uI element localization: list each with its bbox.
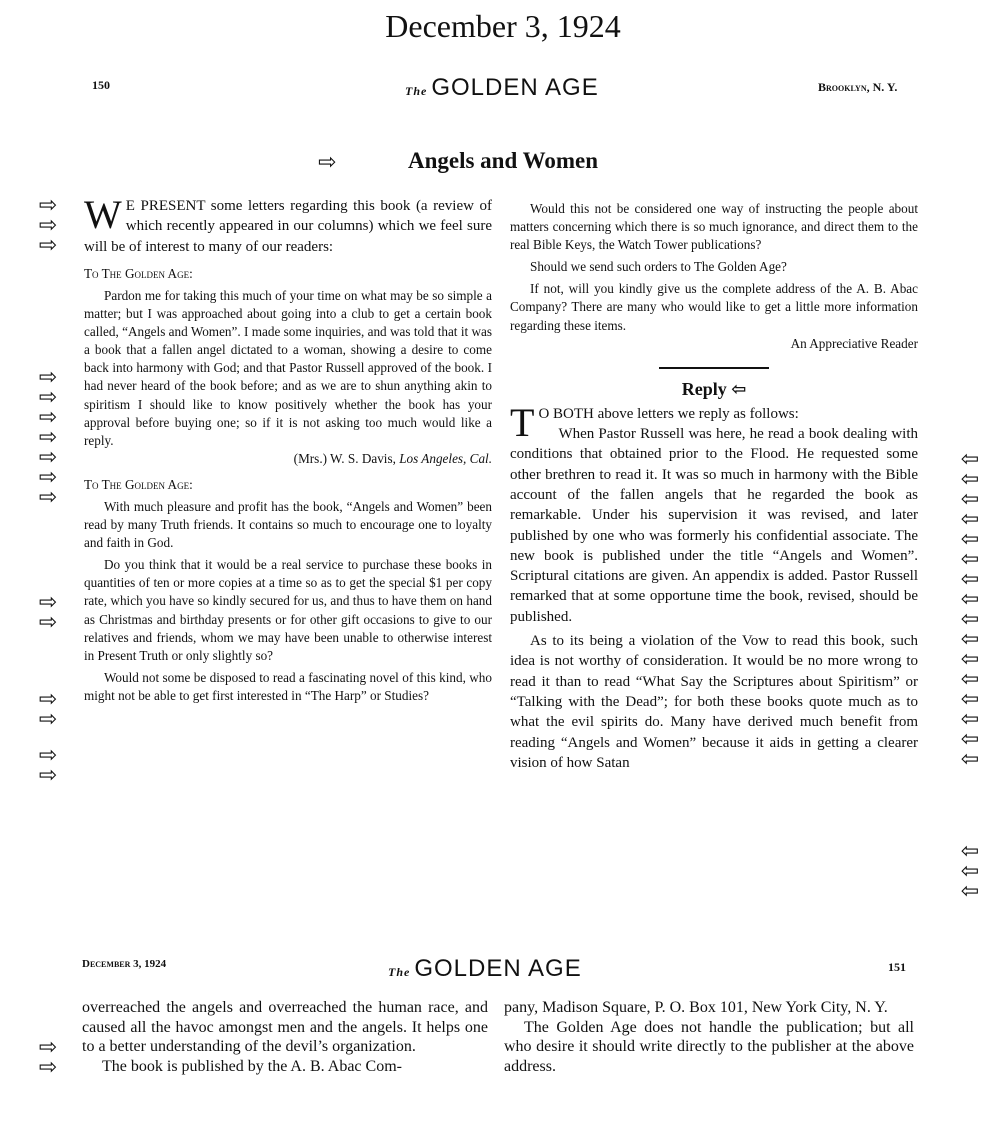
left-arrow-icon: ⇦ <box>960 487 980 512</box>
reply-paragraph-1: When Pastor Russell was here, he read a book dealing with conditions that obtained prior to the Flood. He requested some other brethren to read it. It was so much in harmony with the Bible account of the fallen angels that he regarded the book as remarkable. Under his supervision it was revised, and later published by one who was formerly his confidential associate. The new book is published under the title “Angels and Women”. Scriptural citations are given. An appendix is added. Pastor Russell remarked that at some opportune time the book, revised, should be published. <box>510 426 918 625</box>
margin-arrows-letter2 <box>28 590 68 635</box>
letter1-body: Pardon me for taking this much of your time on what may be so simple a matter; but I was approached about going into a club to get a certain book called, “Angels and Women”. I made some inquiries, and was told that it was a book that a fallen angel dictated to a woman, showing a desire to come back into harmony with God; and that Pastor Russell approved of the book. I had never heard of the book before; and as we are to shun anything akin to spiritism I should like to know positively whether the book has your approval before buying one; so if it is not asking too much would like a reply. <box>84 287 492 448</box>
margin-arrows-letter1 <box>28 365 68 510</box>
margin-arrows-page2 <box>28 1035 68 1080</box>
right-arrow-icon: ⇨ <box>38 707 58 732</box>
left-arrow-icon: ⇦ <box>960 607 980 632</box>
right-arrow-icon: ⇨ <box>38 405 58 430</box>
left-arrow-icon: ⇦ <box>960 587 980 612</box>
margin-arrows-intro <box>28 193 68 258</box>
reply-title: Reply ⇦ <box>681 378 747 400</box>
reply-lead: T O BOTH above letters we reply as follows: <box>510 399 799 445</box>
article-right-column <box>510 200 918 773</box>
right-arrow-icon: ⇨ <box>38 425 58 450</box>
right-arrow-icon: ⇨ <box>38 763 58 788</box>
left-arrow-icon: ⇦ <box>960 727 980 752</box>
right-arrow-icon: ⇨ <box>38 193 58 218</box>
reply-paragraph-4: The Golden Age does not handle the publication; but all who desire it should write directly to the publisher at the above address. <box>504 1018 914 1075</box>
right-arrow-icon: ⇨ <box>38 365 58 390</box>
left-arrow-icon: ⇦ <box>960 667 980 692</box>
left-arrow-icon: ⇦ <box>960 859 980 884</box>
left-arrow-icon: ⇦ <box>960 879 980 904</box>
page-number-2: 151 <box>888 960 906 974</box>
reply-paragraph-3: The book is published by the A. B. Abac Com- <box>102 1057 402 1075</box>
left-arrow-icon: ⇦ <box>960 567 980 592</box>
left-arrow-icon: ⇦ <box>960 507 980 532</box>
article-left-column <box>84 192 492 705</box>
letter2-paragraph-1: With much pleasure and profit has the book, “Angels and Women” been read by many Truth friends. It contains so much to encourage one to loyalty and faith in God. <box>84 499 492 551</box>
right-arrow-icon: ⇨ <box>38 590 58 615</box>
right-arrow-icon: ⇨ <box>38 1055 58 1080</box>
section-divider <box>659 367 769 369</box>
right-arrow-icon: ⇨ <box>38 385 58 410</box>
right-arrow-icon: ⇨ <box>38 610 58 635</box>
article-intro: W E PRESENT some letters regarding this book (a review of which recently appeared in our columns) which we feel sure will be of interest to many of our readers: <box>84 192 492 255</box>
letter2-paragraph-6: If not, will you kindly give us the complete address of the A. B. Abac Company? There are many who would like to get a little more information regarding these items. <box>510 281 918 333</box>
margin-arrows-letter2c <box>28 743 68 788</box>
right-arrow-icon: ⇨ <box>38 233 58 258</box>
right-arrow-icon: ⇨ <box>38 485 58 510</box>
right-arrow-icon: ⇨ <box>38 465 58 490</box>
letter2-paragraph-3: Would not some be disposed to read a fascinating novel of this kind, who might not be able to get first interested in “The Harp” or Studies? <box>84 669 492 703</box>
left-arrow-icon: ⇦ <box>960 467 980 492</box>
letter2-salutation: To The Golden Age: <box>84 476 193 492</box>
right-arrow-icon: ⇨ <box>38 743 58 768</box>
right-arrow-icon: ⇨ <box>38 213 58 238</box>
left-arrow-icon: ⇦ <box>960 447 980 472</box>
reply-paragraph-2-continued: overreached the angels and overreached the human race, and caused all the havoc amongst men and the angels. It helps one to a better understanding of the devil’s organization. <box>82 999 488 1055</box>
left-arrow-icon: ⇦ <box>960 647 980 672</box>
right-arrow-icon: ⇨ <box>38 445 58 470</box>
right-arrow-icon: ⇨ <box>38 687 58 712</box>
magazine-masthead-2: The GOLDEN AGE <box>388 955 582 982</box>
right-arrow-icon: ⇨ <box>318 150 337 175</box>
letter1-signature: (Mrs.) W. S. Davis, Los Angeles, Cal. <box>293 450 492 466</box>
letter2-paragraph-4: Would this not be considered one way of instructing the people about matters concerning which there is so much ignorance, and direct them to the real Bible Keys, the Watch Tower publications? <box>510 201 918 253</box>
drop-cap: W <box>84 192 122 237</box>
reply-paragraph-2: As to its being a violation of the Vow to read this book, such idea is not worthy of consideration. It would be no more wrong to read it than to read “What Say the Scriptures about Spiritism” or “Talking with the Dead”; for both these books quote much as to what the evil spirits do. Many have derived much benefit from reading “Angels and Women” because it aids in getting a clearer vision of how Satan <box>510 633 918 771</box>
letter2-paragraph-2: Do you think that it would be a real service to purchase these books in quantities of ten or more copies at a time so as to get the special $1 per copy rate, which you have so kindly secured for us, and thus to have them on hand as Christmas and birthday presents or for other gift occasions to give to our relatives and friends, whom we may have been unable to otherwise interest in Present Truth or only slightly so? <box>84 557 492 663</box>
right-arrow-icon: ⇨ <box>38 1035 58 1060</box>
left-arrow-icon: ⇦ <box>960 547 980 572</box>
left-arrow-icon: ⇦ <box>960 839 980 864</box>
left-arrow-icon: ⇦ <box>960 627 980 652</box>
page2-date: December 3, 1924 <box>82 958 167 970</box>
page-number: 150 <box>92 78 110 92</box>
left-arrow-icon: ⇦ <box>960 527 980 552</box>
margin-arrows-reply <box>950 447 990 772</box>
margin-arrows-reply-2 <box>950 839 990 904</box>
page2-left-column <box>82 998 488 1076</box>
margin-arrows-letter2b <box>28 687 68 732</box>
letter1-salutation: To The Golden Age: <box>84 265 193 281</box>
letter2-signature: An Appreciative Reader <box>790 335 918 351</box>
left-arrow-icon: ⇦ <box>960 687 980 712</box>
letter2-paragraph-5: Should we send such orders to The Golden Age? <box>530 259 787 275</box>
page2-right-column: pany, Madison Square, P. O. Box 101, New York City, N. Y. The Golden Age does not handle the publication; but all who desire it should write directly to the publisher at the above address. <box>504 999 914 1075</box>
page-date-heading: December 3, 1924 <box>385 8 621 44</box>
article-title: Angels and Women <box>407 148 598 173</box>
left-arrow-icon: ⇦ <box>960 707 980 732</box>
left-arrow-icon: ⇦ <box>731 378 747 400</box>
left-arrow-icon: ⇦ <box>960 747 980 772</box>
drop-cap: T <box>510 399 535 445</box>
location-label: Brooklyn, N. Y. <box>818 80 898 94</box>
magazine-masthead: The GOLDEN AGE <box>405 74 599 101</box>
